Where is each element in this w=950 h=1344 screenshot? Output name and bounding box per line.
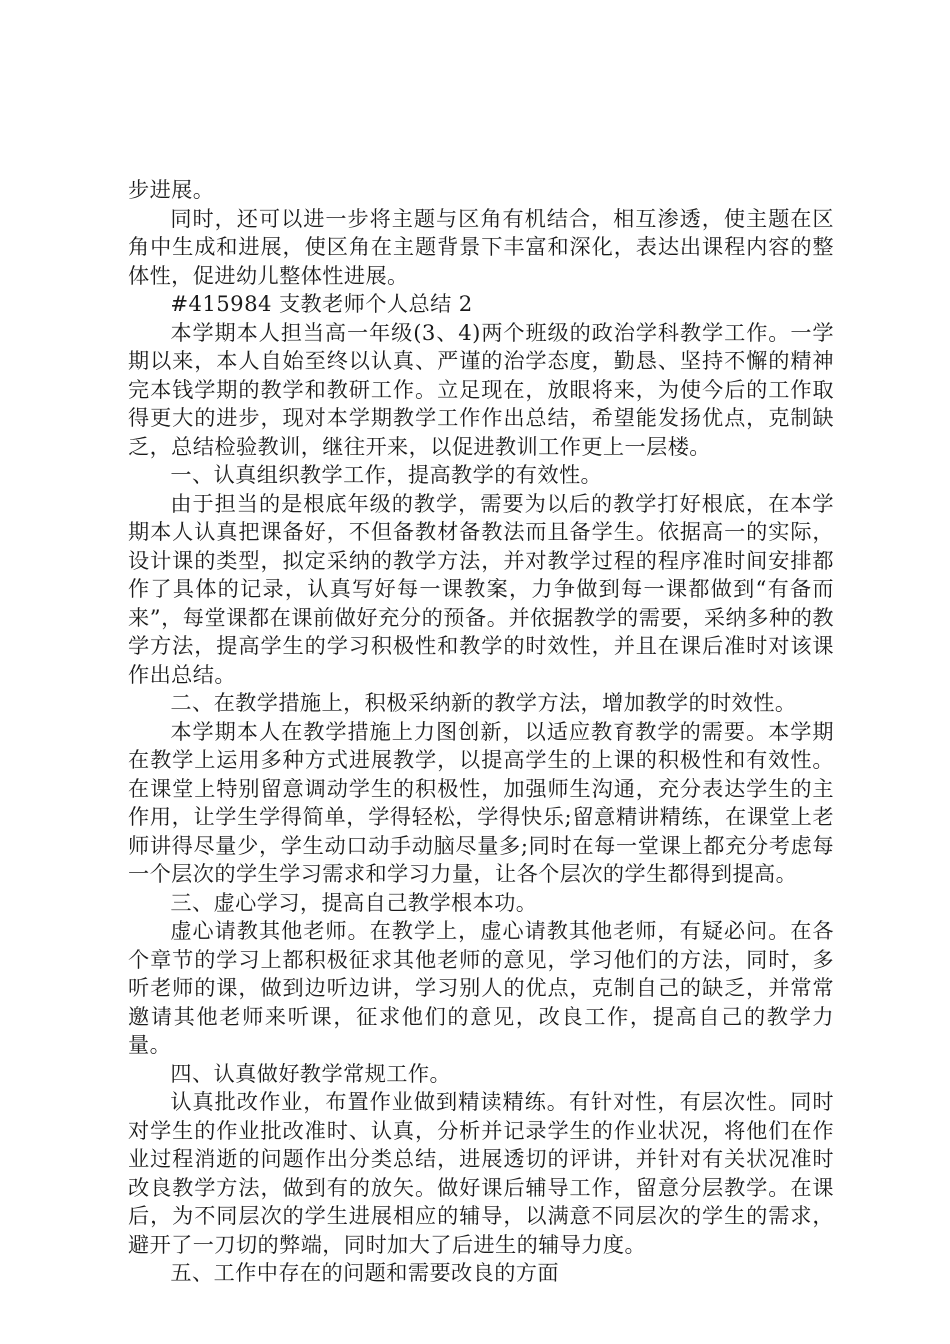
paragraph: 由于担当的是根底年级的教学，需要为以后的教学打好根底，在本学期本人认真把课备好，不但备教材备教法而且备学生。依据高一的实际，设计课的类型，拟定采纳的教学方法，并对教学过程的程序准时间安排都作了具体的记录，认真写好每一课教案，力争做到每一课都做到“有备而来”，每堂课都在课前做好充分的预备。并依据教学的需要，采纳多种的教学方法，提高学生的学习积极性和教学的时效性，并且在课后准时对该课作出总结。	[128, 490, 834, 687]
paragraph-continuation: 步进展。	[128, 177, 215, 202]
section-heading-2: 二、在教学措施上，积极采纳新的教学方法，增加教学的时效性。	[170, 690, 797, 715]
section-heading-1: 一、认真组织教学工作，提高教学的有效性。	[170, 462, 603, 487]
document-body	[128, 176, 834, 1288]
paragraph: 本学期本人担当高一年级(3、4)两个班级的政治学科教学工作。一学期以来，本人自始至终以认真、严谨的治学态度，勤恳、坚持不懈的精神完本钱学期的教学和教研工作。立足现在，放眼将来，为使今后的工作取得更大的进步，现对本学期教学工作作出总结，希望能发扬优点，克制缺乏，总结检验教训，继往开来，以促进教训工作更上一层楼。	[128, 319, 834, 459]
section-heading-5: 五、工作中存在的问题和需要改良的方面	[170, 1260, 559, 1285]
paragraph: 本学期本人在教学措施上力图创新，以适应教育教学的需要。本学期在教学上运用多种方式进展教学，以提高学生的上课的积极性和有效性。在课堂上特别留意调动学生的积极性，加强师生沟通，充分表达学生的主作用，让学生学得简单，学得轻松，学得快乐;留意精讲精练，在课堂上老师讲得尽量少，学生动口动手动脑尽量多;同时在每一堂课上都充分考虑每一个层次的学生学习需求和学习力量，让各个层次的学生都得到提高。	[128, 718, 834, 886]
section-heading-3: 三、虚心学习，提高自己教学根本功。	[170, 889, 538, 915]
paragraph: 虚心请教其他老师。在教学上，虚心请教其他老师，有疑必问。在各个章节的学习上都积极征求其他老师的意见，学习他们的方法，同时，多听老师的课，做到边听边讲，学习别人的优点，克制自己的缺乏，并常常邀请其他老师来听课，征求他们的意见，改良工作，提高自己的教学力量。	[128, 918, 834, 1057]
document-title: #415984 支教老师个人总结 2	[170, 291, 473, 316]
paragraph: 同时，还可以进一步将主题与区角有机结合，相互渗透，使主题在区角中生成和进展，使区角在主题背景下丰富和深化，表达出课程内容的整体性，促进幼儿整体性进展。	[128, 205, 834, 288]
section-heading-4: 四、认真做好教学常规工作。	[170, 1060, 452, 1086]
paragraph: 认真批改作业，布置作业做到精读精练。有针对性，有层次性。同时对学生的作业批改准时、认真，分析并记录学生的作业状况，将他们在作业过程消逝的问题作出分类总结，进展透切的评讲，并针对有关状况准时改良教学方法，做到有的放矢。做好课后辅导工作，留意分层教学。在课后，为不同层次的学生进展相应的辅导，以满意不同层次的学生的需求，避开了一刀切的弊端，同时加大了后进生的辅导力度。	[128, 1089, 834, 1257]
